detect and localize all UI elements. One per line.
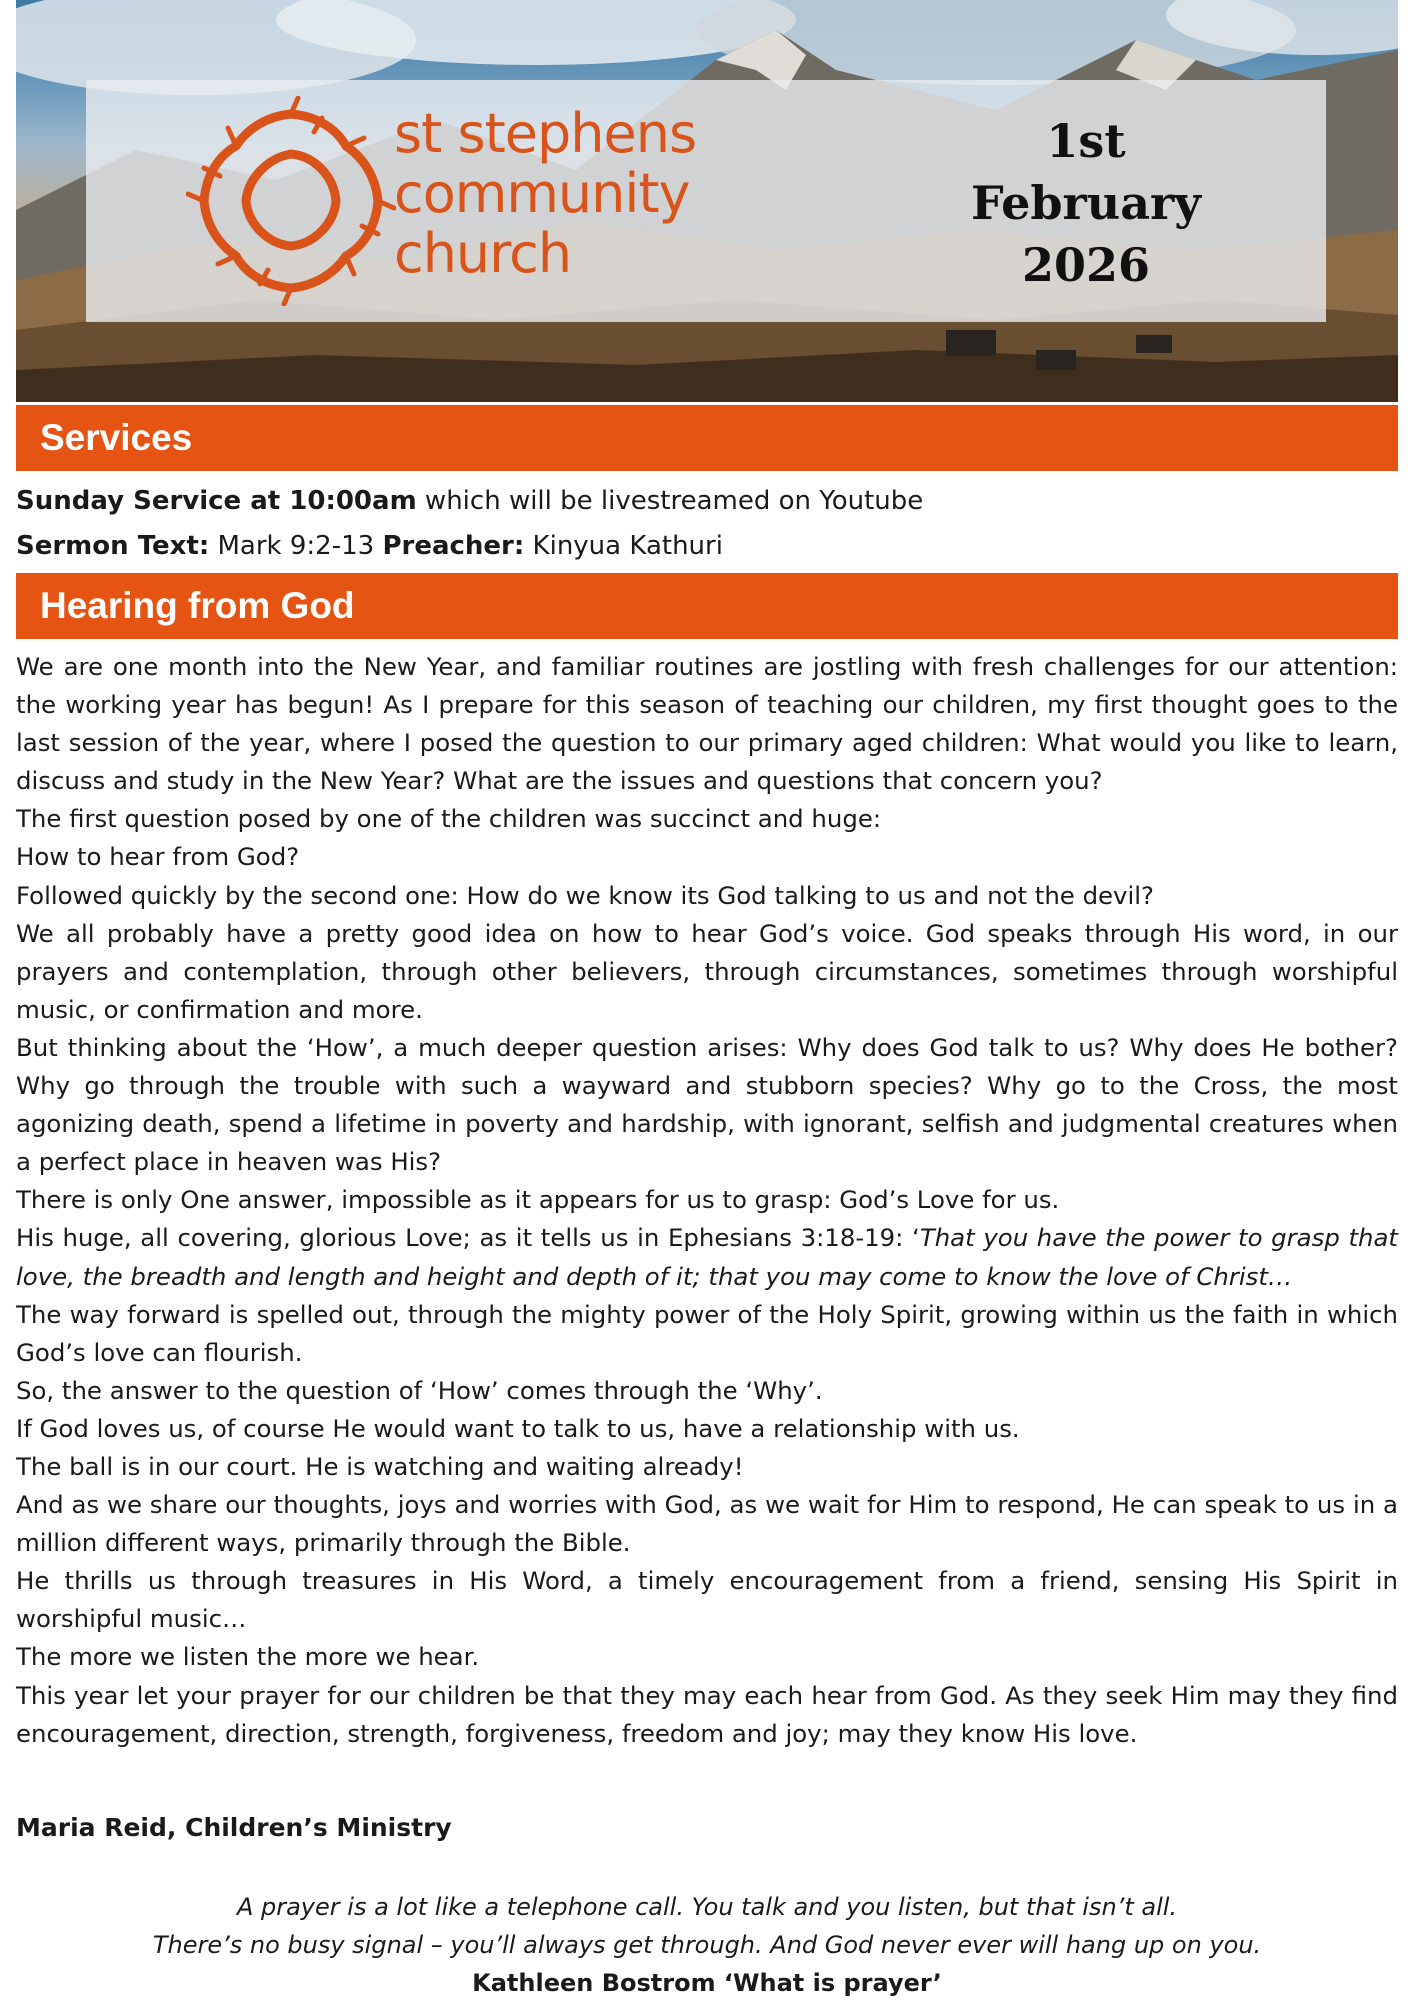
article-paragraph: The ball is in our court. He is watching and waiting already!	[16, 1451, 744, 1481]
article-paragraph: We are one month into the New Year, and familiar routines are jostling with fresh challenges for our attention: the working year has begun! As I prepare for this season of teaching our children, my first thought goes to the last session of the year, where I posed the question to our primary aged children: What would you like to learn, discuss and study in the New Year? What are the issues and questions that concern you?	[16, 652, 1398, 796]
service-time: Sunday Service at 10:00am	[16, 486, 417, 516]
sermon-label: Sermon Text:	[16, 531, 210, 561]
issue-date-month: February	[970, 176, 1202, 230]
quote-line-1: A prayer is a lot like a telephone call. You talk and you listen, but that isn’t all.	[236, 1893, 1178, 1921]
article-paragraph: How to hear from God?	[16, 842, 300, 872]
livestream-note: which will be livestreamed on Youtube	[416, 486, 924, 516]
service-time-line	[16, 483, 1398, 519]
services-heading: Services	[16, 405, 1398, 471]
article-paragraph: The more we listen the more we hear.	[16, 1642, 480, 1672]
church-name	[394, 104, 696, 284]
issue-date	[916, 110, 1256, 296]
article-paragraph: He thrills us through treasures in His Word, a timely encouragement from a friend, sensing His Spirit in worshipful music…	[16, 1566, 1398, 1634]
newsletter-page	[16, 0, 1398, 1997]
header-banner	[16, 0, 1398, 402]
article-paragraph: If God loves us, of course He would want to talk to us, have a relationship with us.	[16, 1413, 1020, 1443]
article-author: Maria Reid, Children’s Ministry	[16, 1813, 452, 1842]
article-paragraph: There is only One answer, impossible as it appears for us to grasp: God’s Love for us.	[16, 1185, 1060, 1215]
ephesians-intro: His huge, all covering, glorious Love; as it tells us in Ephesians 3:18-19: ‘	[16, 1223, 920, 1253]
quote-attribution: Kathleen Bostrom ‘What is prayer’	[472, 1969, 942, 1997]
preacher-label: Preacher:	[382, 531, 525, 561]
church-name-line-3: church	[394, 222, 572, 285]
crown-of-thorns-icon	[186, 96, 396, 306]
article-paragraph: But thinking about the ‘How’, a much deeper question arises: Why does God talk to us? Why does He bother? Why go through the trouble with such a wayward and stubborn species? Why go to the Cross, the most agonizing death, spend a lifetime in poverty and hardship, with ignorant, selfish and judgmental creatures when a perfect place in heaven was His?	[16, 1032, 1398, 1177]
closing-quote	[16, 1888, 1398, 2002]
article-body	[16, 648, 1398, 1753]
quote-line-2: There’s no busy signal – you’ll always get through. And God never ever will hang up on you.	[152, 1931, 1262, 1959]
article-paragraph: The first question posed by one of the children was succinct and huge:	[16, 804, 882, 834]
article-paragraph: The way forward is spelled out, through the mighty power of the Holy Spirit, growing within us the faith in which God’s love can flourish.	[16, 1299, 1398, 1367]
article-paragraph: We all probably have a pretty good idea on how to hear God’s voice. God speaks through His word, in our prayers and contemplation, through other believers, through circumstances, sometimes through worshipful music, or confirmation and more.	[16, 918, 1398, 1024]
article-paragraph: So, the answer to the question of ‘How’ comes through the ‘Why’.	[16, 1375, 823, 1405]
article-paragraph: And as we share our thoughts, joys and worries with God, as we wait for Him to respond, He can speak to us in a million different ways, primarily through the Bible.	[16, 1490, 1398, 1558]
ephesians-quote: That you have the power to grasp that love, the breadth and length and height and depth of it; that you may come to know the love of Christ…	[16, 1223, 1398, 1291]
sermon-text: Mark 9:2-13	[209, 531, 383, 561]
article-paragraph: Followed quickly by the second one: How do we know its God talking to us and not the devil?	[16, 880, 1154, 910]
sermon-line	[16, 528, 1398, 564]
church-name-line-2: community	[394, 162, 690, 225]
issue-date-day: 1st	[1046, 114, 1126, 168]
church-name-line-1: st stephens	[394, 102, 697, 165]
issue-date-year: 2026	[1021, 238, 1151, 292]
ephesians-paragraph	[16, 1219, 1398, 1295]
preacher-name: Kinyua Kathuri	[524, 531, 723, 561]
article-heading: Hearing from God	[16, 573, 1398, 639]
article-paragraph: This year let your prayer for our children be that they may each hear from God. As they seek Him may they find encouragement, direction, strength, forgiveness, freedom and joy; may they know His love.	[16, 1680, 1398, 1748]
